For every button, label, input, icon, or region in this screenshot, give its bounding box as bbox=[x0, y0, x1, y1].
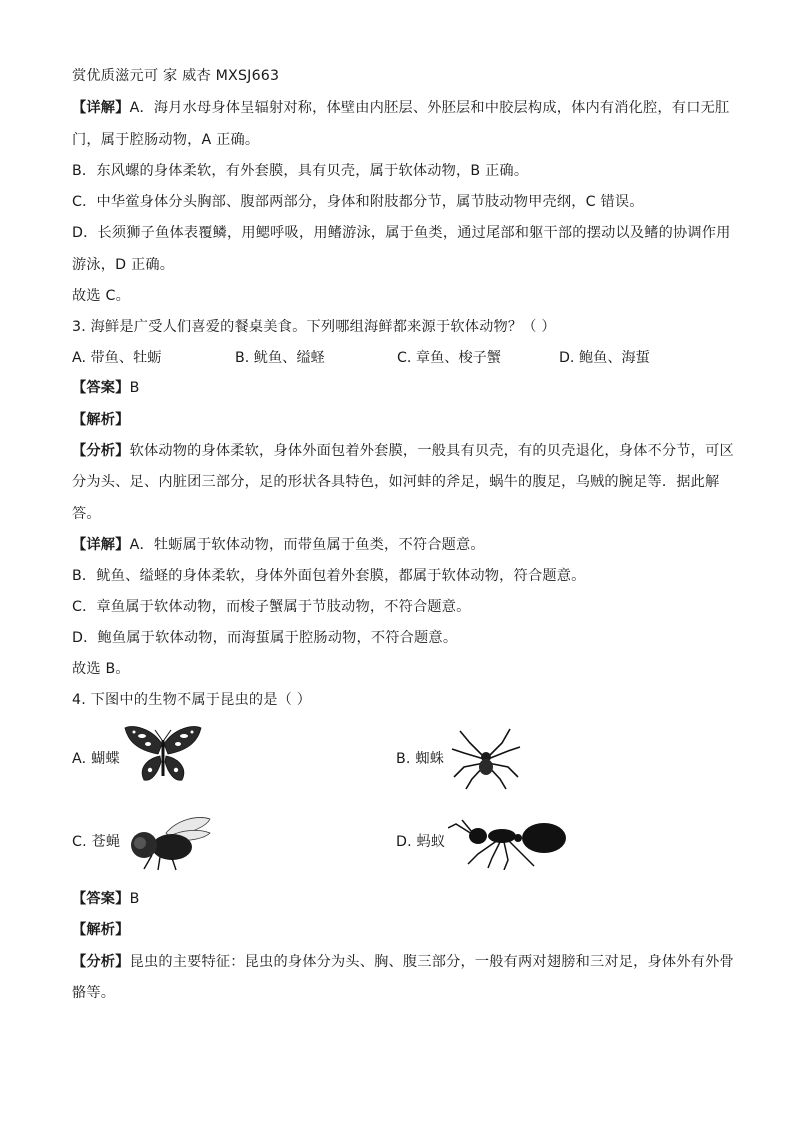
q4-analysis-line1 bbox=[72, 952, 734, 972]
q3-detail-c: C．章鱼属于软体动物，而梭子蟹属于节肢动物，不符合题意。 bbox=[72, 599, 471, 615]
q2-detail-c-line: C．中华鲎身体分头胸部、腹部两部分，身体和附肢都分节，属节肢动物甲壳纲，C 错误。 bbox=[72, 194, 644, 210]
q2-detail-a-line1 bbox=[72, 98, 729, 118]
q3-analysis-tag: 【解析】 bbox=[72, 412, 130, 428]
analysis-text: 软体动物的身体柔软，身体外面包着外套膜，一般具有贝壳，有的贝壳退化，身体不分节，可区 bbox=[129, 443, 734, 459]
butterfly-image bbox=[122, 724, 204, 786]
detail-tag: 【详解】 bbox=[72, 537, 130, 553]
q4-option-a-label: A. 蝴蝶 bbox=[72, 751, 120, 767]
q2-detail-b-line: B．东风螺的身体柔软，有外套膜，具有贝壳，属于软体动物，B 正确。 bbox=[72, 163, 529, 179]
q3-stem: 3. 海鲜是广受人们喜爱的餐桌美食。下列哪组海鲜都来源于软体动物？（ ） bbox=[72, 319, 556, 335]
q3-detail-a bbox=[72, 535, 485, 555]
detail-tag: 【详解】 bbox=[72, 100, 130, 116]
q4-option-d-label: D. 蚂蚁 bbox=[396, 834, 446, 850]
q3-option-d: D. 鲍鱼、海蜇 bbox=[559, 350, 650, 366]
q4-answer bbox=[72, 889, 140, 909]
header-line: 赏优质滋元可 家 威杏 MXSJ663 bbox=[72, 68, 280, 84]
q3-option-a: A. 带鱼、牡蛎 bbox=[72, 350, 162, 366]
q3-choice: 故选 B。 bbox=[72, 661, 130, 677]
fly-image bbox=[122, 813, 214, 871]
q2-detail-d-line1: D．长须狮子鱼体表覆鳞，用鳃呼吸，用鳍游泳，属于鱼类，通过尾部和躯干部的摆动以及鳍的协调作用 bbox=[72, 225, 731, 241]
ant-image bbox=[448, 818, 574, 870]
answer-tag: 【答案】 bbox=[72, 891, 130, 907]
q4-stem: 4. 下图中的生物不属于昆虫的是（ ） bbox=[72, 692, 312, 708]
analysis-text: 昆虫的主要特征：昆虫的身体分为头、胸、腹三部分，一般有两对翅膀和三对足，身体外有外骨 bbox=[129, 954, 734, 970]
answer-value: B bbox=[129, 380, 140, 396]
q2-detail-d-line2: 游泳，D 正确。 bbox=[72, 257, 175, 273]
q4-analysis-line2: 骼等。 bbox=[72, 985, 116, 1001]
answer-tag: 【答案】 bbox=[72, 380, 130, 396]
q3-detail-b: B．鱿鱼、缢蛏的身体柔软，身体外面包着外套膜，都属于软体动物，符合题意。 bbox=[72, 568, 586, 584]
q4-option-c-label: C. 苍蝇 bbox=[72, 834, 121, 850]
q4-option-b-label: B. 蜘蛛 bbox=[396, 751, 445, 767]
answer-value: B bbox=[129, 891, 140, 907]
q2-detail-a-line2: 门，属于腔肠动物，A 正确。 bbox=[72, 132, 260, 148]
spider-image bbox=[450, 727, 522, 791]
q3-answer bbox=[72, 378, 140, 398]
detail-text: A．海月水母身体呈辐射对称，体壁由内胚层、外胚层和中胶层构成，体内有消化腔，有口无肛 bbox=[129, 100, 730, 116]
q3-option-c: C. 章鱼、梭子蟹 bbox=[397, 350, 502, 366]
analysis-label: 【分析】 bbox=[72, 443, 130, 459]
q4-analysis-tag: 【解析】 bbox=[72, 922, 130, 938]
analysis-label: 【分析】 bbox=[72, 954, 130, 970]
q3-detail-d: D．鲍鱼属于软体动物，而海蜇属于腔肠动物，不符合题意。 bbox=[72, 630, 458, 646]
q3-analysis-line2: 分为头、足、内脏团三部分，足的形状各具特色，如河蚌的斧足，蜗牛的腹足，乌贼的腕足等．据此解 bbox=[72, 474, 720, 490]
detail-text: A．牡蛎属于软体动物，而带鱼属于鱼类，不符合题意。 bbox=[129, 537, 485, 553]
q3-analysis-line1 bbox=[72, 441, 734, 461]
q3-option-b: B. 鱿鱼、缢蛏 bbox=[235, 350, 325, 366]
q3-analysis-line3: 答。 bbox=[72, 506, 101, 522]
q2-choice: 故选 C。 bbox=[72, 288, 130, 304]
q3-options bbox=[72, 347, 712, 367]
